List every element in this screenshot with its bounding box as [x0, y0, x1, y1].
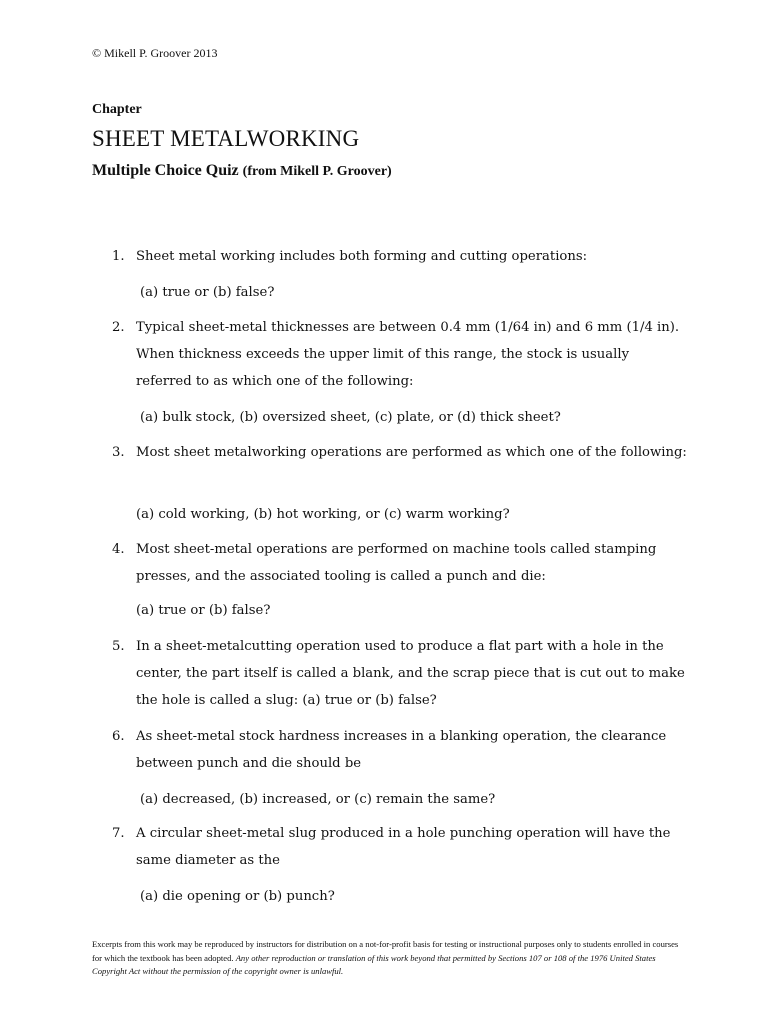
page-title: SHEET METALWORKING — [92, 126, 360, 151]
question-text: Sheet metal working includes both forming and cutting operations: — [136, 249, 588, 264]
answer-options: (a) true or (b) false? — [140, 285, 275, 300]
answer-options: (a) true or (b) false? — [136, 603, 271, 618]
question-text: Most sheet-metal operations are performed on machine tools called stamping presses, and the associated tooling is called a punch and die: — [136, 542, 657, 584]
question-text: As sheet-metal stock hardness increases in a blanking operation, the clearance between punch and die should be — [136, 729, 667, 771]
footer-permission-text: Excerpts from this work may be reproduced by instructors for distribution on a not-for-profit basis for testing or instructional purposes only to students enrolled in courses for which the textbook has been adopted. — [92, 939, 679, 963]
subtitle-source: (from Mikell P. Groover) — [242, 164, 392, 179]
answer-options: (a) bulk stock, (b) oversized sheet, (c) plate, or (d) thick sheet? — [140, 410, 561, 425]
question-number: 5. — [112, 639, 125, 654]
question-text: In a sheet-metalcutting operation used to produce a flat part with a hole in the center, the part itself is called a blank, and the scrap piece that is cut out to make the hole is called a slug: (a) true or (b) false? — [136, 639, 685, 708]
question-number: 7. — [112, 826, 125, 841]
question-text: Typical sheet-metal thicknesses are between 0.4 mm (1/64 in) and 6 mm (1/4 in). When thickness exceeds the upper limit of this range, the stock is usually referred to as which one of the following: — [136, 320, 680, 389]
footer-restriction-text: Any other reproduction or translation of this work beyond that permitted by Sections 107 or 108 of the 1976 United States Copyright Act without the permission of the copyright owner is unlawful. — [92, 952, 656, 976]
chapter-label: Chapter — [92, 102, 142, 117]
subtitle-main: Multiple Choice Quiz — [92, 162, 239, 179]
answer-options: (a) cold working, (b) hot working, or (c) warm working? — [136, 507, 510, 522]
question-number: 6. — [112, 729, 125, 744]
question-number: 2. — [112, 320, 125, 335]
question-number: 1. — [112, 249, 125, 264]
copyright-notice: © Mikell P. Groover 2013 — [92, 46, 218, 60]
question-number: 4. — [112, 542, 125, 557]
question-number: 3. — [112, 445, 125, 460]
question-text: A circular sheet-metal slug produced in a hole punching operation will have the same diameter as the — [136, 826, 671, 868]
question-text: Most sheet metalworking operations are performed as which one of the following: — [136, 445, 687, 460]
answer-options: (a) decreased, (b) increased, or (c) remain the same? — [140, 792, 496, 807]
answer-options: (a) die opening or (b) punch? — [140, 889, 335, 904]
copyright-footer — [92, 938, 682, 979]
